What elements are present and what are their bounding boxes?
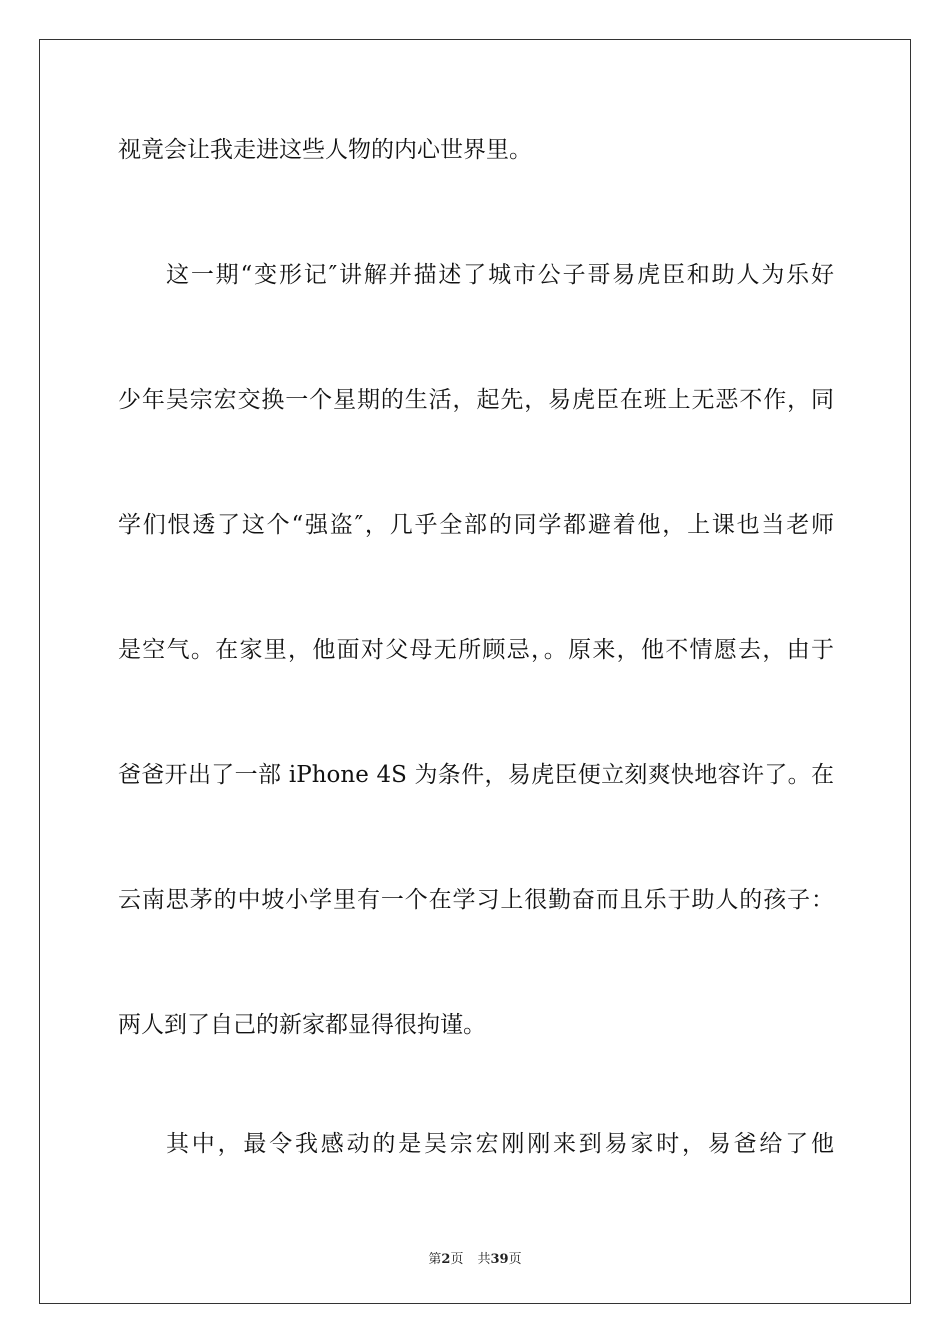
text-line-4: 学们恨透了这个“强盗″，几乎全部的同学都避着他，上课也当老师 [118,512,834,538]
text-line-8: 两人到了自己的新家都显得很拘谨。 [118,1012,486,1038]
text-line-7: 云南思茅的中坡小学里有一个在学习上很勤奋而且乐于助人的孩子： [118,887,834,913]
text-line-9: 其中，最令我感动的是吴宗宏刚刚来到易家时，易爸给了他 [166,1131,834,1157]
text-line-6: 爸爸开出了一部 iPhone 4S 为条件，易虎臣便立刻爽快地容许了。在 [118,762,834,788]
total-page-count: 39 [490,1252,509,1267]
page-border [39,39,911,1304]
text-line-3: 少年吴宗宏交换一个星期的生活，起先，易虎臣在班上无恶不作，同 [118,387,834,413]
text-line-5: 是空气。在家里，他面对父母无所顾忌，。原来，他不情愿去，由于 [118,637,834,663]
total-prefix: 共 [477,1252,491,1267]
page-footer [0,1248,950,1267]
page-suffix: 页 [450,1252,464,1267]
text-line-2: 这一期“变形记″讲解并描述了城市公子哥易虎臣和助人为乐好 [166,262,834,288]
page-prefix: 第 [428,1252,442,1267]
total-suffix: 页 [508,1252,522,1267]
current-page-number: 2 [441,1252,451,1267]
text-line-1: 视竟会让我走进这些人物的内心世界里。 [118,137,532,163]
